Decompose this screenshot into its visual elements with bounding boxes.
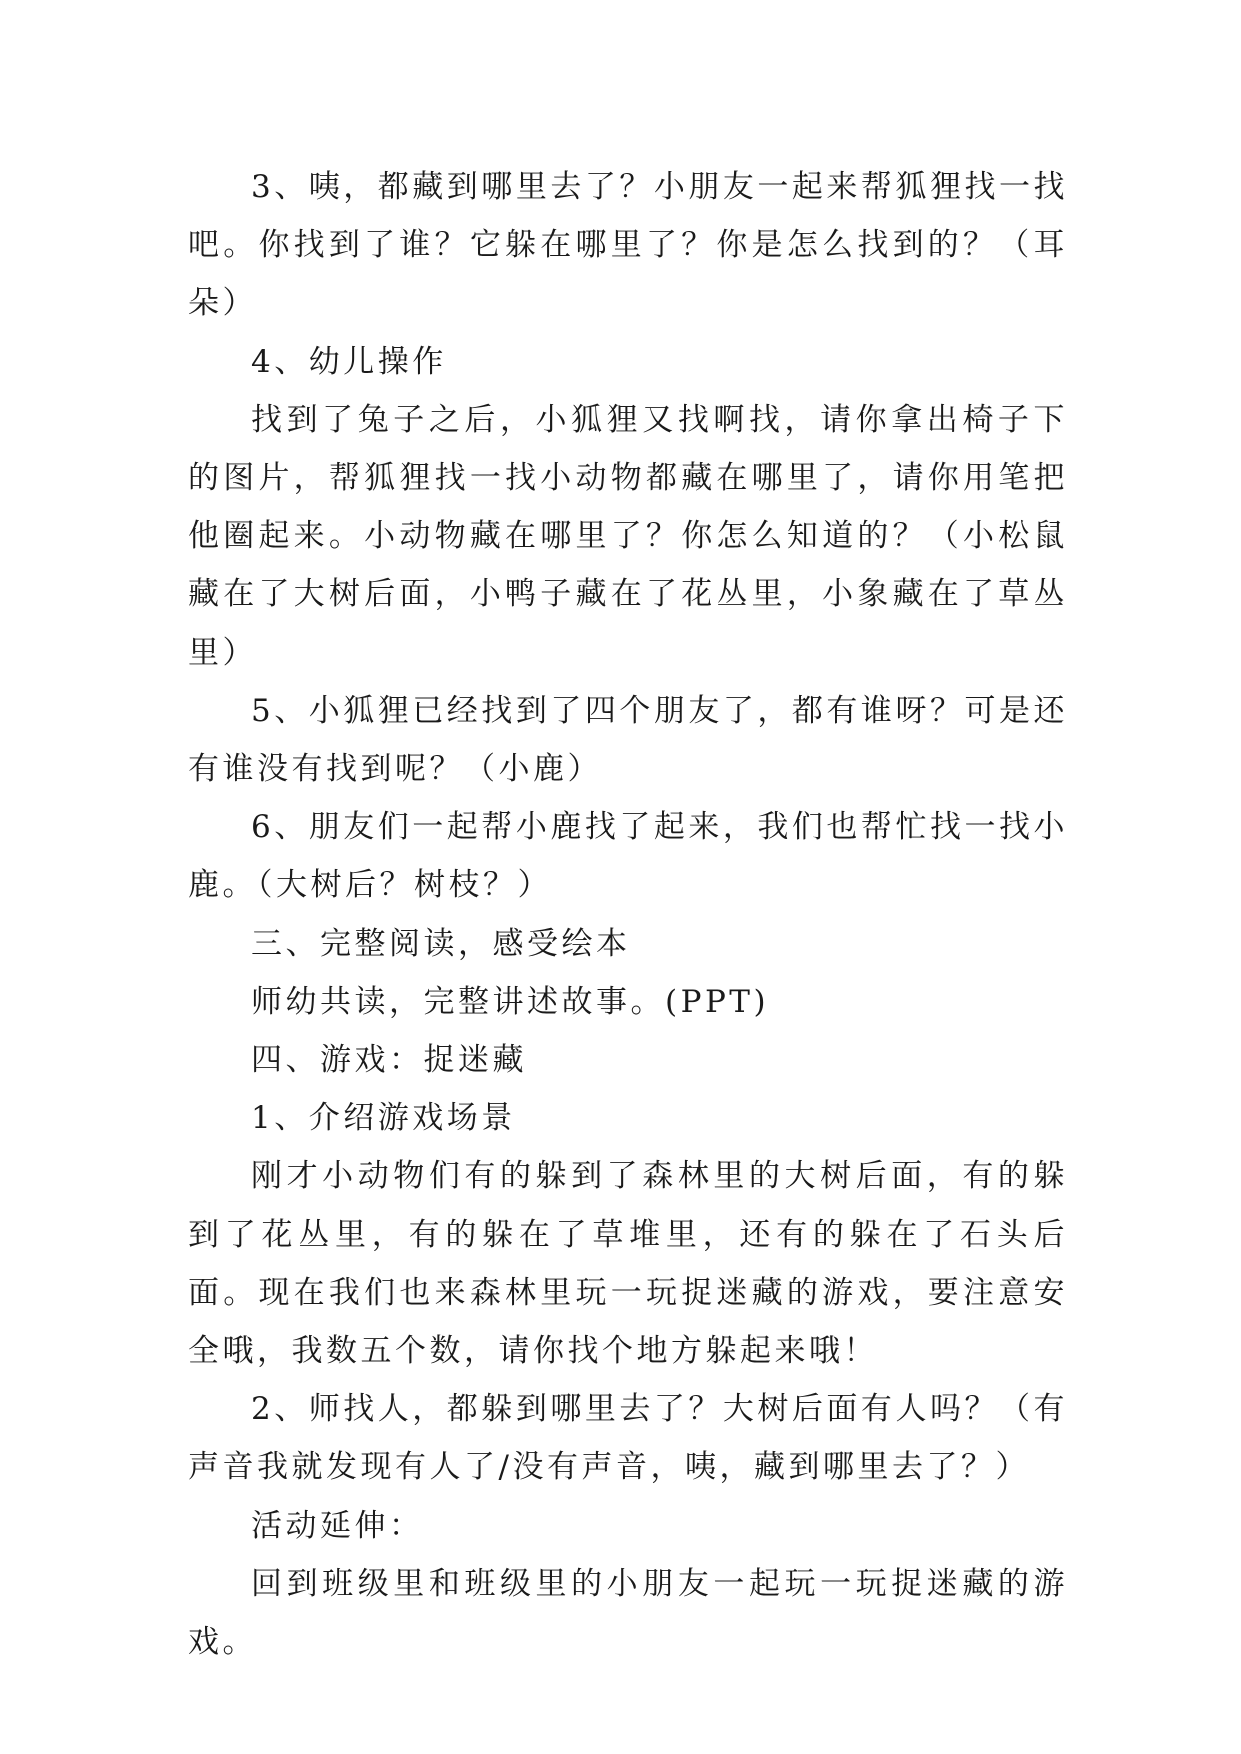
paragraph-game-scene: 刚才小动物们有的躲到了森林里的大树后面，有的躲到了花丛里，有的躲在了草堆里，还有的躲在了石头后面。现在我们也来森林里玩一玩捉迷藏的游戏，要注意安全哦，我数五个数，请你找个地方躲起来哦！ <box>188 1158 1068 1370</box>
paragraph-teacher-seeks: 2、师找人，都躲到哪里去了？大树后面有人吗？（有声音我就发现有人了/没有声音，咦，藏到哪里去了？） <box>188 1391 1068 1486</box>
paragraph-step-3: 3、咦，都藏到哪里去了？小朋友一起来帮狐狸找一找吧。你找到了谁？它躲在哪里了？你是怎么找到的？（耳朵） <box>188 169 1068 322</box>
section-heading-reading: 三、完整阅读，感受绘本 <box>251 925 631 962</box>
section-heading-game: 四、游戏：捉迷藏 <box>251 1042 527 1079</box>
paragraph-step-6: 6、朋友们一起帮小鹿找了起来，我们也帮忙找一找小鹿。（大树后？树枝？） <box>188 809 1068 904</box>
paragraph-step-4-heading: 4、幼儿操作 <box>251 343 447 380</box>
paragraph-extension-heading: 活动延伸： <box>251 1507 424 1544</box>
paragraph-child-operation: 找到了兔子之后，小狐狸又找啊找，请你拿出椅子下的图片，帮狐狸找一找小动物都藏在哪里了，请你用笔把他圈起来。小动物藏在哪里了？你怎么知道的？（小松鼠藏在了大树后面，小鸭子藏在了花丛里，小象藏在了草丛里） <box>188 401 1068 671</box>
paragraph-game-scene-heading: 1、介绍游戏场景 <box>251 1100 516 1137</box>
paragraph-shared-reading: 师幼共读，完整讲述故事。(PPT) <box>251 983 770 1020</box>
paragraph-extension: 回到班级里和班级里的小朋友一起玩一玩捉迷藏的游戏。 <box>188 1565 1068 1661</box>
paragraph-step-5: 5、小狐狸已经找到了四个朋友了，都有谁呀？可是还有谁没有找到呢？（小鹿） <box>188 692 1068 788</box>
document-body <box>188 158 1068 1671</box>
